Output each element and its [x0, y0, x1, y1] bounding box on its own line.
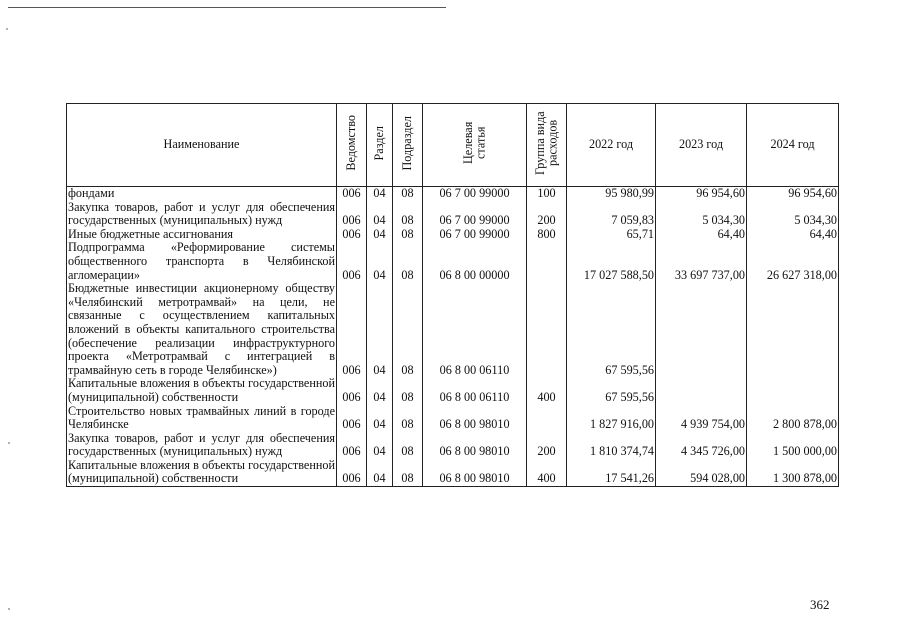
row-name: Строительство новых трамвайных линий в городе Челябинске [68, 404, 335, 432]
row-target: 06 7 00 99000 [423, 187, 527, 201]
row-razdel: 04 [367, 187, 393, 201]
row-vedomstvo: 006 [337, 405, 367, 432]
row-target: 06 8 00 06110 [423, 282, 527, 377]
header-razdel: Раздел [367, 104, 393, 187]
row-name: Капитальные вложения в объекты государственной (муниципальной) собственности [68, 458, 335, 486]
row-name: Капитальные вложения в объекты государственной (муниципальной) собственности [68, 377, 335, 404]
row-razdel: 04 [367, 405, 393, 432]
row-vedomstvo: 006 [337, 459, 367, 487]
row-podrazdel: 08 [393, 377, 423, 404]
row-group [527, 241, 567, 282]
row-group: 400 [527, 459, 567, 487]
row-razdel: 04 [367, 459, 393, 487]
row-2023 [656, 377, 747, 404]
row-podrazdel: 08 [393, 405, 423, 432]
row-2024: 1 500 000,00 [747, 432, 839, 459]
header-name: Наименование [67, 104, 337, 187]
table-row [67, 459, 839, 487]
row-group: 100 [527, 187, 567, 201]
row-podrazdel: 08 [393, 282, 423, 377]
row-2023 [656, 282, 747, 377]
row-razdel: 04 [367, 228, 393, 242]
header-2024: 2024 год [747, 104, 839, 187]
row-target: 06 8 00 98010 [423, 432, 527, 459]
table-row [67, 228, 839, 242]
header-target: Целевая статья [423, 104, 527, 187]
row-2023: 594 028,00 [656, 459, 747, 487]
row-razdel: 04 [367, 201, 393, 228]
row-razdel: 04 [367, 432, 393, 459]
top-rule [8, 7, 446, 8]
header-2022: 2022 год [567, 104, 656, 187]
row-2023: 4 345 726,00 [656, 432, 747, 459]
table-row [67, 201, 839, 228]
row-razdel: 04 [367, 241, 393, 282]
row-vedomstvo: 006 [337, 282, 367, 377]
row-name: фондами [67, 187, 337, 201]
row-vedomstvo: 006 [337, 432, 367, 459]
row-group [527, 405, 567, 432]
row-podrazdel: 08 [393, 241, 423, 282]
row-2022: 67 595,56 [567, 282, 656, 377]
row-2023: 5 034,30 [656, 201, 747, 228]
row-2024: 1 300 878,00 [747, 459, 839, 487]
row-target: 06 7 00 99000 [423, 201, 527, 228]
row-group: 400 [527, 377, 567, 404]
row-2022: 67 595,56 [567, 377, 656, 404]
row-2023: 64,40 [656, 228, 747, 242]
row-group [527, 282, 567, 377]
row-2022: 95 980,99 [567, 187, 656, 201]
header-podrazdel: Подраздел [393, 104, 423, 187]
row-razdel: 04 [367, 377, 393, 404]
row-target: 06 8 00 00000 [423, 241, 527, 282]
scan-mark [6, 28, 8, 30]
row-podrazdel: 08 [393, 228, 423, 242]
table-row [67, 405, 839, 432]
header-2023: 2023 год [656, 104, 747, 187]
row-2022: 1 827 916,00 [567, 405, 656, 432]
row-target: 06 8 00 06110 [423, 377, 527, 404]
row-2022: 1 810 374,74 [567, 432, 656, 459]
row-2023: 96 954,60 [656, 187, 747, 201]
row-vedomstvo: 006 [337, 377, 367, 404]
row-name: Закупка товаров, работ и услуг для обеспечения государственных (муниципальных) нужд [68, 431, 335, 459]
row-2023: 33 697 737,00 [656, 241, 747, 282]
table-row [67, 282, 839, 377]
row-2024: 64,40 [747, 228, 839, 242]
row-2022: 17 027 588,50 [567, 241, 656, 282]
row-podrazdel: 08 [393, 432, 423, 459]
row-2024: 96 954,60 [747, 187, 839, 201]
row-name: Иные бюджетные ассигнования [67, 228, 337, 242]
row-target: 06 8 00 98010 [423, 405, 527, 432]
row-2023: 4 939 754,00 [656, 405, 747, 432]
row-group: 200 [527, 432, 567, 459]
row-2024 [747, 377, 839, 404]
row-vedomstvo: 006 [337, 228, 367, 242]
row-2024: 26 627 318,00 [747, 241, 839, 282]
row-2024: 5 034,30 [747, 201, 839, 228]
row-target: 06 7 00 99000 [423, 228, 527, 242]
row-2022: 7 059,83 [567, 201, 656, 228]
scan-mark [8, 608, 10, 610]
table-row [67, 377, 839, 404]
row-2022: 65,71 [567, 228, 656, 242]
page-number: 362 [810, 597, 830, 612]
row-target: 06 8 00 98010 [423, 459, 527, 487]
row-group: 800 [527, 228, 567, 242]
row-group: 200 [527, 201, 567, 228]
row-name: Бюджетные инвестиции акционерному обществу «Челябинский метротрамвай» на цели, не связанные с осуществлением капитальных вложений в объекты капитального строительства (обеспечение реализации инфраструктурного проекта «Метротрамвай с интеграцией в трамвайную сеть в городе Челябинске») [68, 282, 335, 377]
table-row [67, 241, 839, 282]
table-header-row [67, 104, 839, 187]
row-razdel: 04 [367, 282, 393, 377]
row-vedomstvo: 006 [337, 187, 367, 201]
row-name: Закупка товаров, работ и услуг для обеспечения государственных (муниципальных) нужд [68, 200, 335, 228]
budget-table [66, 103, 839, 487]
table-row [67, 187, 839, 201]
row-2024 [747, 282, 839, 377]
row-2024: 2 800 878,00 [747, 405, 839, 432]
row-vedomstvo: 006 [337, 201, 367, 228]
header-group: Группа вида расходов [527, 104, 567, 187]
row-name: Подпрограмма «Реформирование системы общественного транспорта в Челябинской агломерации» [68, 241, 335, 282]
row-podrazdel: 08 [393, 187, 423, 201]
row-podrazdel: 08 [393, 459, 423, 487]
row-podrazdel: 08 [393, 201, 423, 228]
table-row [67, 432, 839, 459]
header-vedomstvo: Ведомство [337, 104, 367, 187]
row-vedomstvo: 006 [337, 241, 367, 282]
scan-mark [8, 442, 10, 444]
row-2022: 17 541,26 [567, 459, 656, 487]
